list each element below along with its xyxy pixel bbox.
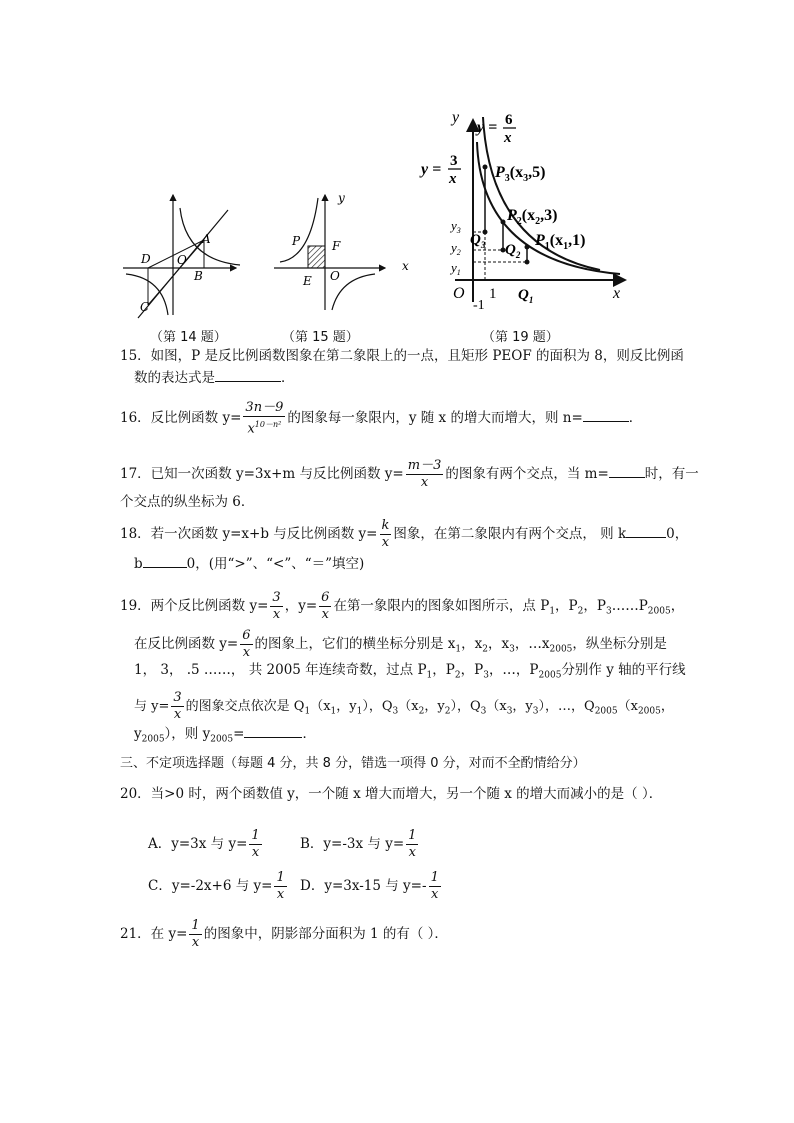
q15-line1 bbox=[120, 346, 684, 366]
q18-denominator: x bbox=[381, 535, 390, 550]
label-y2: $y_2$ bbox=[451, 240, 461, 257]
label-Q3: $Q_3$ bbox=[470, 232, 486, 250]
q17-line2 bbox=[120, 492, 254, 512]
q17-numerator: m－3 bbox=[407, 458, 442, 473]
q18-line1 bbox=[120, 518, 688, 551]
caption-fig14: （第 14 题） bbox=[150, 330, 227, 345]
q16-numerator: 3n－9 bbox=[245, 400, 284, 415]
tick-neg1: -1 bbox=[473, 298, 485, 313]
q19-line5: $y_{2005}$），则 $y_{2005}=$ ． bbox=[134, 726, 316, 745]
curve6-num: 6 bbox=[505, 112, 513, 128]
curve3-lhs: y = bbox=[421, 161, 442, 178]
caption-fig19: （第 19 题） bbox=[482, 330, 559, 345]
q19-line3: 1， 3， .5 ……， 共 2005 年连续奇数，过点 $P_1$，$P_2$，$P_3$，…，$P_{2005}$分别作 y 轴的平行线 bbox=[134, 662, 686, 681]
q20-option-C[interactable]: C．y=-2x+6 与 y= $\frac{1}{x}$ bbox=[148, 870, 285, 902]
q19-answer-blank[interactable] bbox=[244, 737, 302, 738]
label-Q2: $Q_2$ bbox=[505, 242, 521, 260]
label-y3: $y_3$ bbox=[451, 218, 461, 235]
q17-denominator: x bbox=[420, 475, 429, 490]
q18-numerator: k bbox=[381, 518, 390, 533]
label-E: E bbox=[303, 274, 312, 288]
label-P2: $P_2(x_2,3)$ bbox=[507, 207, 558, 227]
q16-fraction bbox=[243, 400, 285, 437]
curve3-num: 3 bbox=[450, 153, 458, 169]
curve6-den: x bbox=[504, 130, 512, 146]
label-P: P bbox=[292, 234, 301, 248]
label-F: F bbox=[332, 239, 341, 253]
figure-14 bbox=[118, 190, 243, 320]
q17-answer-blank[interactable] bbox=[609, 477, 645, 478]
curve6-lhs: y = bbox=[477, 119, 498, 136]
q18-text-b: 图象，在第二象限内有两个交点， 则 k bbox=[393, 526, 627, 542]
curve3-den: x bbox=[449, 171, 457, 187]
q19-line1: 19．两个反比例函数 y= $\frac{3}{x}$ ，y= $\frac{6}{x}$ 在第一象限内的图象如图所示，点 $P_1$，$P_2$，$P_3\dots\dots P_{2005}$， bbox=[120, 590, 685, 622]
q16-denominator: $x^{10-n^2}$ bbox=[247, 420, 282, 437]
label-P3: $P_3(x_3,5)$ bbox=[495, 164, 546, 184]
label-B: B bbox=[194, 269, 203, 283]
label-O: O bbox=[330, 269, 340, 283]
tick-1: 1 bbox=[489, 286, 497, 302]
q18-text-c: 0， bbox=[666, 526, 689, 542]
q20-option-D[interactable]: D．y=3x-15 与 y=- $\frac{1}{x}$ bbox=[300, 870, 439, 902]
q20-stem: 20．当>0 时，两个函数值 y，一个随 x 增大而增大，另一个随 x 的增大而减小的是（ ）． bbox=[120, 786, 663, 802]
q21-line: 21．在 y= $\frac{1}{x}$ 的图象中，阴影部分面积为 1 的有（ ）． bbox=[120, 918, 448, 950]
q18-text-l2b: 0，(用“>”、“<”、“＝”填空) bbox=[186, 556, 365, 572]
label-D: D bbox=[141, 252, 151, 266]
axis-x-label: x bbox=[613, 285, 621, 302]
q17-line1 bbox=[120, 458, 699, 491]
label-Q1: $Q_1$ bbox=[518, 287, 534, 305]
q16-line bbox=[120, 400, 642, 437]
label-x: x bbox=[402, 259, 409, 273]
q16-answer-blank[interactable] bbox=[583, 421, 629, 422]
q16-text-c: ． bbox=[628, 410, 643, 427]
q16-text-a: 16．反比例函数 y= bbox=[120, 410, 242, 427]
q17-text-2: 个交点的纵坐标为 6． bbox=[120, 494, 255, 510]
origin-label: O bbox=[453, 285, 465, 302]
q18-text-l2a: b bbox=[134, 556, 143, 572]
q15-text2: 数的表达式是 bbox=[134, 370, 215, 386]
label-O: O bbox=[177, 253, 187, 267]
q17-text-c: 时，有一 bbox=[644, 466, 699, 482]
figure-19 bbox=[415, 102, 635, 317]
q19-frac1: $\frac{3}{x}$ bbox=[272, 590, 281, 622]
q18-fraction bbox=[380, 518, 392, 551]
q15-text2-end: ． bbox=[281, 370, 295, 386]
q15-line2 bbox=[134, 368, 295, 388]
label-P1: $P_1(x_1,1)$ bbox=[535, 232, 586, 252]
label-y1: $y_1$ bbox=[451, 260, 461, 277]
q20-option-A[interactable]: A．y=3x 与 y= $\frac{1}{x}$ bbox=[148, 828, 260, 860]
q17-text-b: 的图象有两个交点，当 m= bbox=[445, 466, 609, 482]
label-C: C bbox=[140, 300, 150, 314]
caption-fig15: （第 15 题） bbox=[282, 330, 359, 345]
q18-line2 bbox=[134, 554, 364, 574]
section-3-heading: 三、不定项选择题（每题 4 分，共 8 分，错选一项得 0 分，对而不全酌情给分） bbox=[120, 756, 586, 771]
q19-frac2: $\frac{6}{x}$ bbox=[321, 590, 330, 622]
q21-fraction: $\frac{1}{x}$ bbox=[191, 918, 200, 950]
q16-text-b: 的图象每一象限内，y 随 x 的增大而增大，则 n= bbox=[287, 410, 583, 427]
q18-text-a: 18．若一次函数 y=x+b 与反比例函数 y= bbox=[120, 526, 378, 542]
q17-fraction bbox=[406, 458, 444, 491]
q19-line2: 在反比例函数 y= $\frac{6}{x}$ 的图象上，它们的横坐标分别是 $x_1$，$x_2$，$x_3$，$\dots x_{2005}$，纵坐标分别是 bbox=[134, 628, 667, 660]
q18-b-blank[interactable] bbox=[143, 567, 187, 568]
label-y: y bbox=[338, 191, 345, 205]
q15-text1: 15．如图，P 是反比例函数图象在第二象限上的一点，且矩形 PEOF 的面积为 8，则反比例函 bbox=[120, 348, 684, 364]
q19-frac4: $\frac{3}{x}$ bbox=[173, 690, 182, 722]
q15-answer-blank[interactable] bbox=[215, 381, 281, 382]
q20-option-B[interactable]: B．y=-3x 与 y= $\frac{1}{x}$ bbox=[300, 828, 417, 860]
q18-k-blank[interactable] bbox=[626, 537, 666, 538]
q17-text-a: 17．已知一次函数 y=3x+m 与反比例函数 y= bbox=[120, 466, 404, 482]
label-A: A bbox=[202, 232, 211, 246]
q19-line4: 与 y= $\frac{3}{x}$ 的图象交点依次是 $Q_1(x_1$，$y_1$），$Q_3(x_2$，$y_2$），$Q_3(x_3$，$y_3$），…，$Q_{2005}(x_{2005}$， bbox=[134, 690, 674, 722]
figure-15 bbox=[270, 190, 420, 315]
q19-frac3: $\frac{6}{x}$ bbox=[242, 628, 251, 660]
axis-y-label: y bbox=[452, 109, 460, 126]
